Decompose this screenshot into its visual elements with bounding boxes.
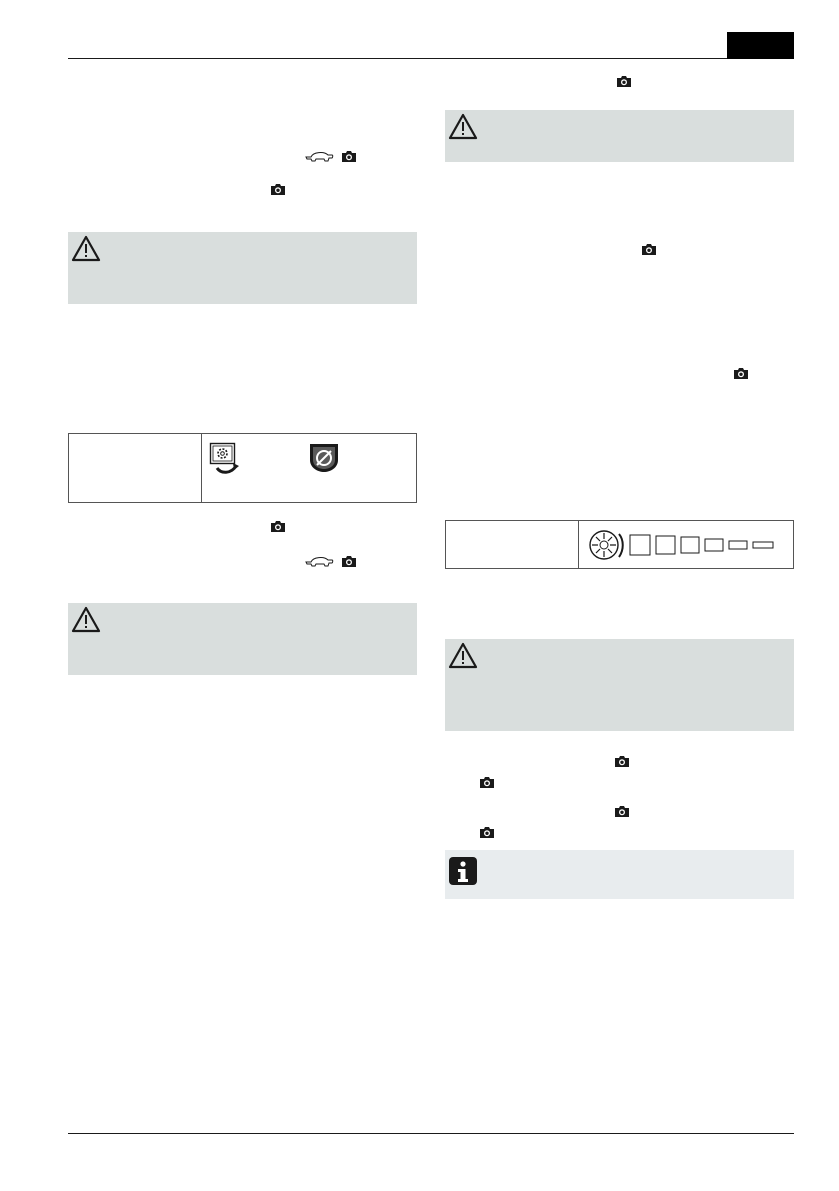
camera-icon bbox=[614, 805, 630, 818]
camera-icon bbox=[270, 520, 286, 533]
camera-icon bbox=[479, 776, 495, 789]
header-chapter-tab bbox=[727, 32, 794, 59]
gear-table bbox=[68, 433, 417, 503]
tool-badge-icon bbox=[308, 442, 340, 474]
table-divider bbox=[578, 521, 579, 568]
warning-triangle-icon bbox=[448, 642, 478, 669]
camera-icon bbox=[616, 75, 632, 88]
table-divider bbox=[201, 434, 202, 502]
disc-size-scale-icon bbox=[586, 526, 786, 564]
camera-icon bbox=[733, 367, 749, 380]
camera-icon bbox=[479, 826, 495, 839]
warning-box bbox=[445, 639, 794, 731]
camera-icon bbox=[270, 183, 286, 196]
warning-triangle-icon bbox=[71, 606, 101, 633]
footer-rule bbox=[68, 1133, 794, 1134]
turtle-icon bbox=[304, 554, 334, 568]
camera-icon bbox=[614, 755, 630, 768]
warning-box bbox=[68, 603, 417, 675]
camera-icon bbox=[341, 555, 357, 568]
disc-size-table bbox=[445, 520, 794, 569]
info-icon bbox=[448, 856, 478, 886]
warning-box bbox=[445, 110, 794, 162]
warning-triangle-icon bbox=[448, 113, 478, 140]
info-box bbox=[445, 850, 794, 899]
camera-icon bbox=[341, 150, 357, 163]
warning-triangle-icon bbox=[71, 235, 101, 262]
header-rule bbox=[68, 58, 794, 59]
warning-box bbox=[68, 232, 417, 304]
camera-icon bbox=[641, 243, 657, 256]
turtle-icon bbox=[304, 149, 334, 163]
gear-rotate-icon bbox=[209, 442, 241, 476]
